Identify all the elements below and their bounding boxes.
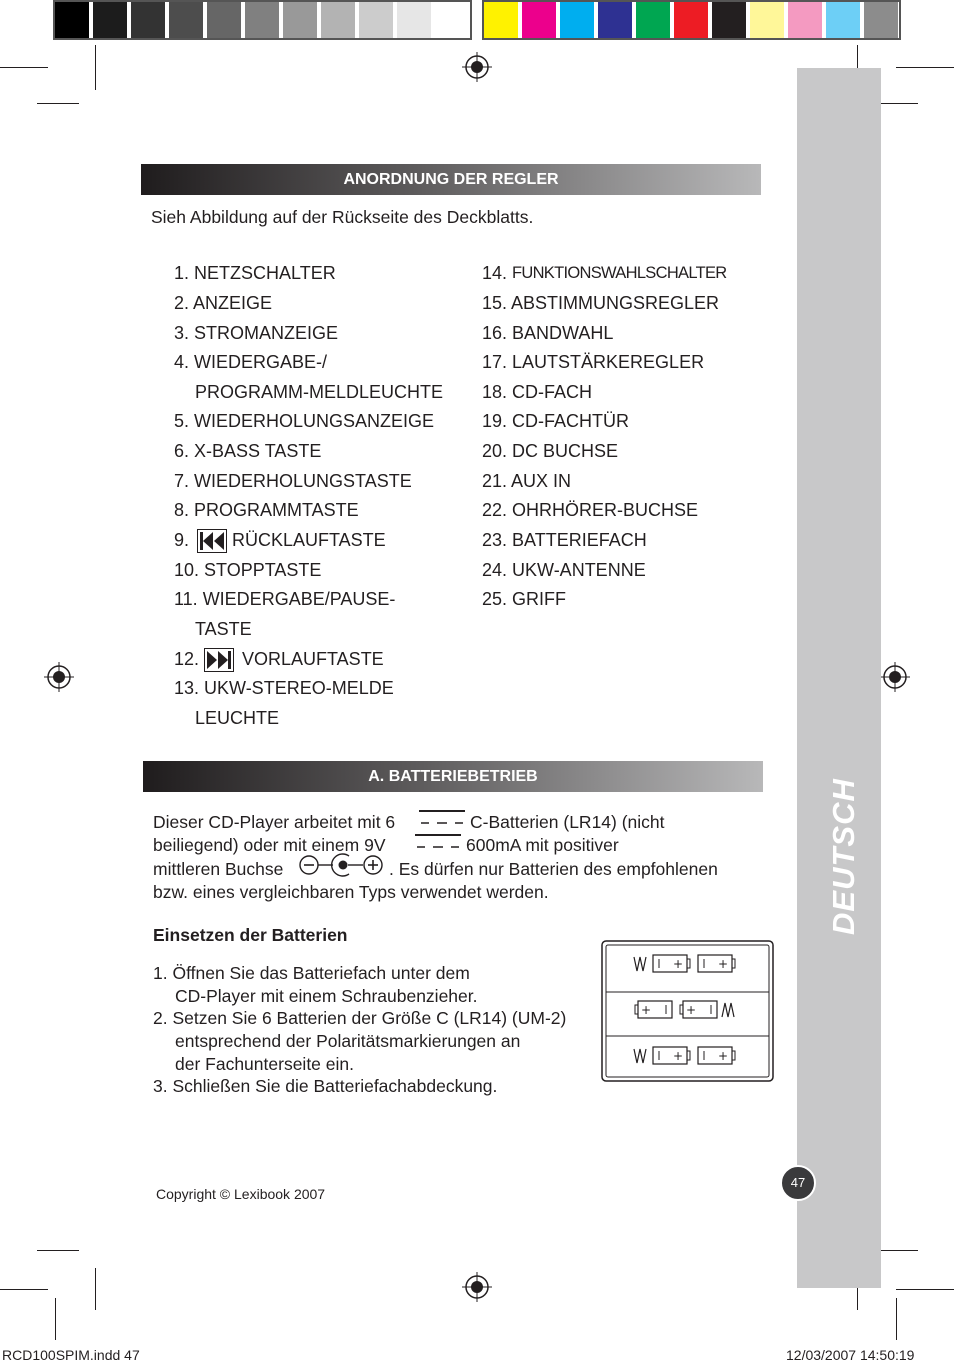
list-item: 19. CD-FACHTÜR — [482, 411, 630, 431]
list-item: 13. UKW-STEREO-MELDE — [174, 678, 394, 698]
list-item: 24. UKW-ANTENNE — [482, 560, 646, 580]
section-header-controls: ANORDNUNG DER REGLER — [141, 164, 761, 195]
svg-text:+: + — [641, 1003, 652, 1017]
list-item: PROGRAMM-MELDLEUCHTE — [195, 382, 444, 402]
color-swatch — [207, 2, 241, 38]
list-item: 22. OHRHÖRER-BUCHSE — [482, 500, 699, 520]
color-swatch — [712, 2, 746, 38]
list-item: 23. BATTERIEFACH — [482, 530, 647, 550]
color-swatch — [55, 2, 89, 38]
color-swatch — [826, 2, 860, 38]
battery-text: C-Batterien (LR14) (nicht — [470, 812, 665, 832]
list-item: 3. STROMANZEIGE — [174, 323, 339, 343]
color-swatch — [245, 2, 279, 38]
color-swatch — [93, 2, 127, 38]
rewind-icon — [197, 529, 227, 553]
subheading: Einsetzen der Batterien — [153, 925, 348, 945]
list-item: 20. DC BUCHSE — [482, 441, 619, 461]
registration-mark-icon — [880, 662, 910, 692]
battery-text: mittleren Buchse — [153, 859, 284, 879]
list-item: 21. AUX IN — [482, 471, 572, 491]
list-item: 12. — [174, 649, 200, 669]
svg-text:+: + — [673, 1049, 684, 1063]
color-swatch — [435, 2, 469, 38]
color-swatch — [283, 2, 317, 38]
list-item: 25. GRIFF — [482, 589, 567, 609]
list-item: 4. WIEDERGABE-/ — [174, 352, 328, 372]
battery-text: . Es dürfen nur Batterien des empfohlenen — [389, 859, 718, 879]
list-item: 17. LAUTSTÄRKEREGLER — [482, 352, 705, 372]
list-item: FUNKTIONSWAHLSCHALTER — [512, 264, 727, 282]
list-item: entsprechend der Polaritätsmarkierungen an — [175, 1031, 521, 1051]
list-item: RÜCKLAUFTASTE — [232, 530, 386, 550]
dc-symbol-icon — [417, 808, 467, 830]
list-item: LEUCHTE — [195, 708, 280, 728]
registration-mark-icon — [462, 1272, 492, 1302]
color-swatch — [522, 2, 556, 38]
color-swatch — [674, 2, 708, 38]
list-item: 1. Öffnen Sie das Batteriefach unter dem — [153, 963, 470, 983]
color-swatch — [560, 2, 594, 38]
color-swatch — [484, 2, 518, 38]
color-swatch — [788, 2, 822, 38]
list-item: 7. WIEDERHOLUNGSTASTE — [174, 471, 412, 491]
list-item: 10. STOPPTASTE — [174, 560, 322, 580]
color-swatch — [598, 2, 632, 38]
list-item: 14. — [482, 263, 508, 283]
svg-text:+: + — [686, 1003, 697, 1017]
list-item: 8. PROGRAMMTASTE — [174, 500, 359, 520]
color-swatch — [864, 2, 898, 38]
svg-text:+: + — [718, 957, 729, 971]
battery-text: beiliegend) oder mit einem 9V — [153, 835, 386, 855]
registration-mark-icon — [462, 52, 492, 82]
list-item: 11. WIEDERGABE/PAUSE- — [174, 589, 396, 609]
page-number: 47 — [780, 1165, 816, 1201]
svg-text:+: + — [718, 1049, 729, 1063]
color-swatch — [321, 2, 355, 38]
color-swatch — [636, 2, 670, 38]
language-side-tab — [797, 68, 881, 1288]
section-header-battery: A. BATTERIEBETRIEB — [143, 761, 763, 792]
color-swatch — [359, 2, 393, 38]
list-item: 5. WIEDERHOLUNGSANZEIGE — [174, 411, 435, 431]
copyright-text: Copyright © Lexibook 2007 — [156, 1186, 326, 1202]
list-item: 15. ABSTIMMUNGSREGLER — [482, 293, 720, 313]
battery-text: bzw. eines vergleichbaren Typs verwendet werden. — [153, 882, 549, 902]
list-item: TASTE — [195, 619, 252, 639]
list-item: CD-Player mit einem Schraubenzieher. — [175, 986, 478, 1006]
list-item: 2. Setzen Sie 6 Batterien der Größe C (LR14) (UM-2) — [153, 1008, 567, 1028]
dc-symbol-icon — [413, 832, 463, 854]
file-info: RCD100SPIM.indd 47 — [2, 1347, 140, 1363]
list-item: 3. Schließen Sie die Batteriefachabdeckung. — [153, 1076, 498, 1096]
list-item: VORLAUFTASTE — [242, 649, 384, 669]
color-swatch — [397, 2, 431, 38]
intro-text: Sieh Abbildung auf der Rückseite des Deckblatts. — [151, 207, 534, 227]
registration-mark-icon — [44, 662, 74, 692]
color-swatch — [131, 2, 165, 38]
print-timestamp: 12/03/2007 14:50:19 — [786, 1347, 915, 1363]
list-item: der Fachunterseite ein. — [175, 1054, 354, 1074]
battery-text: Dieser CD-Player arbeitet mit 6 — [153, 812, 396, 832]
svg-text:+: + — [673, 957, 684, 971]
color-swatch — [169, 2, 203, 38]
list-item: 6. X-BASS TASTE — [174, 441, 322, 461]
polarity-symbol-icon — [297, 853, 385, 879]
battery-text: 600mA mit positiver — [466, 835, 619, 855]
list-item: 18. CD-FACH — [482, 382, 593, 402]
battery-compartment-diagram — [601, 940, 774, 1082]
list-item: 16. BANDWAHL — [482, 323, 614, 343]
list-item: 1. NETZSCHALTER — [174, 263, 336, 283]
color-swatch — [750, 2, 784, 38]
language-label: DEUTSCH — [826, 778, 861, 935]
list-item: 9. — [174, 530, 190, 550]
list-item: 2. ANZEIGE — [174, 293, 273, 313]
fast-forward-icon — [204, 648, 234, 672]
